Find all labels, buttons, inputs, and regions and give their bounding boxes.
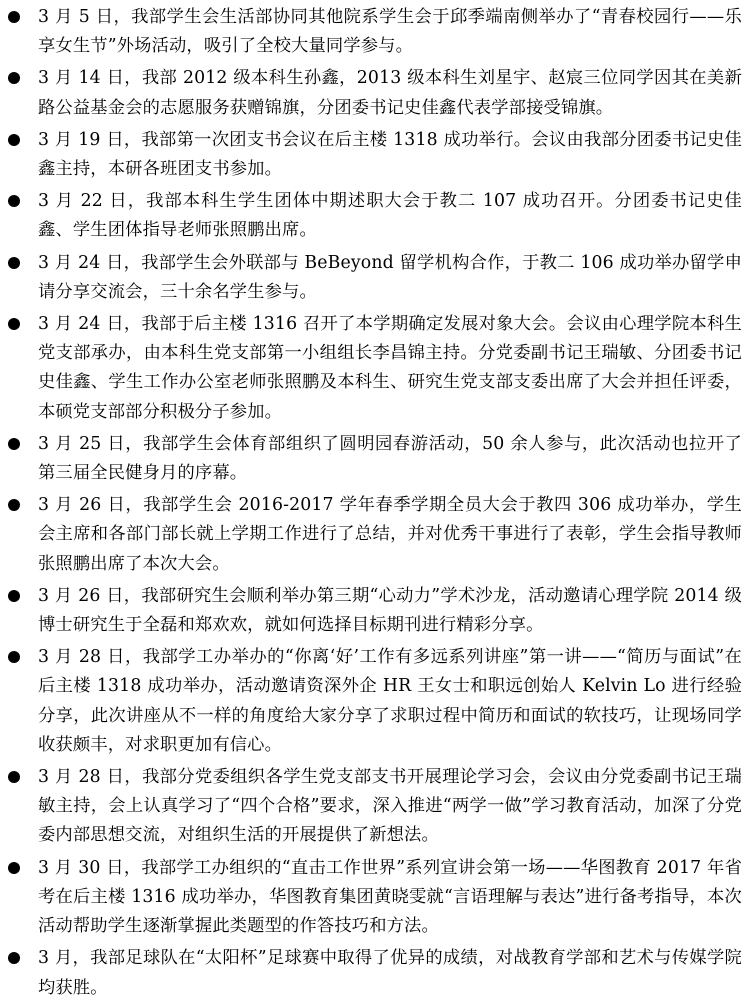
list-item [0,187,750,245]
list-item [0,944,750,1002]
item-text: 3 月 24 日，我部于后主楼 1316 召开了本学期确定发展对象大会。会议由心理学院本科生党支部承办，由本科生党支部第一小组组长李昌锦主持。分党委副书记王瑞敏、分团委书记史佳鑫、学生工作办公室老师张照鹏及本科生、研究生党支部支委出席了大会并担任评委，本硕党支部部分积极分子参加。 [38,314,742,422]
item-text: 3 月 5 日，我部学生会生活部协同其他院系学生会于邱季端南侧举办了“青春校园行——乐享女生节”外场活动，吸引了全校大量同学参与。 [38,7,742,57]
bullet-icon [8,590,20,602]
item-text: 3 月，我部足球队在“太阳杯”足球赛中取得了优异的成绩，对战教育学部和艺术与传媒学院均获胜。 [38,948,742,998]
bullet-icon [8,499,20,511]
bullet-icon [8,771,20,783]
bullet-icon [8,438,20,450]
item-text: 3 月 26 日，我部学生会 2016-2017 学年春季学期全员大会于教四 306 成功举办，学生会主席和各部门部长就上学期工作进行了总结，并对优秀干事进行了表彰，学生会指导教师张照鹏出席了本次大会。 [38,495,742,574]
bullet-icon [8,257,20,269]
bullet-icon [8,952,20,964]
news-bullet-list [0,3,750,1006]
bullet-icon [8,134,20,146]
list-item [0,3,750,61]
list-item [0,763,750,851]
item-text: 3 月 19 日，我部第一次团支书会议在后主楼 1318 成功举行。会议由我部分团委书记史佳鑫主持，本研各班团支书参加。 [38,129,742,180]
item-text: 3 月 22 日，我部本科生学生团体中期述职大会于教二 107 成功召开。分团委书记史佳鑫、学生团体指导老师张照鹏出席。 [38,191,742,241]
item-text: 3 月 28 日，我部学工办举办的“你离‘好’工作有多远系列讲座”第一讲——“简历与面试”在后主楼 1318 成功举办，活动邀请资深外企 HR 王女士和职远创始人 Kelvin Lo 进行经验分享，此次讲座从不一样的角度给大家分享了求职过程中简历和面试的软技巧，让现场同学收获颇丰，对求职更加有信心。 [38,647,742,755]
bullet-icon [8,72,20,84]
bullet-icon [8,195,20,207]
item-text: 3 月 24 日，我部学生会外联部与 BeBeyond 留学机构合作，于教二 106 成功举办留学申请分享交流会，三十余名学生参与。 [38,252,742,302]
item-text: 3 月 30 日，我部学工办组织的“直击工作世界”系列宣讲会第一场——华图教育 2017 年省考在后主楼 1316 成功举办，华图教育集团黄晓雯就“言语理解与表达”进行备考指导，本次活动帮助学生逐渐掌握此类题型的作答技巧和方法。 [38,857,742,937]
item-text: 3 月 28 日，我部分党委组织各学生党支部支书开展理论学习会，会议由分党委副书记王瑞敏主持，会上认真学习了“四个合格”要求，深入推进“两学一做”学习教育活动，加深了分党委内部思想交流，对组织生活的开展提供了新想法。 [38,767,742,846]
bullet-icon [8,862,20,874]
list-item [0,310,750,427]
list-item [0,249,750,307]
list-item [0,64,750,122]
list-item [0,126,750,184]
item-text: 3 月 26 日，我部研究生会顺利举办第三期“心动力”学术沙龙，活动邀请心理学院 2014 级博士研究生于全磊和郑欢欢，就如何选择目标期刊进行精彩分享。 [38,585,742,636]
item-text: 3 月 14 日，我部 2012 级本科生孙鑫，2013 级本科生刘星宇、赵宸三位同学因其在美新路公益基金会的志愿服务获赠锦旗，分团委书记史佳鑫代表学部接受锦旗。 [38,68,742,118]
list-item [0,491,750,579]
list-item [0,643,750,760]
list-item [0,582,750,640]
list-item [0,430,750,488]
bullet-icon [8,11,20,23]
item-text: 3 月 25 日，我部学生会体育部组织了圆明园春游活动，50 余人参与，此次活动也拉开了第三届全民健身月的序幕。 [38,433,742,484]
bullet-icon [8,651,20,663]
bullet-icon [8,318,20,330]
list-item [0,854,750,942]
